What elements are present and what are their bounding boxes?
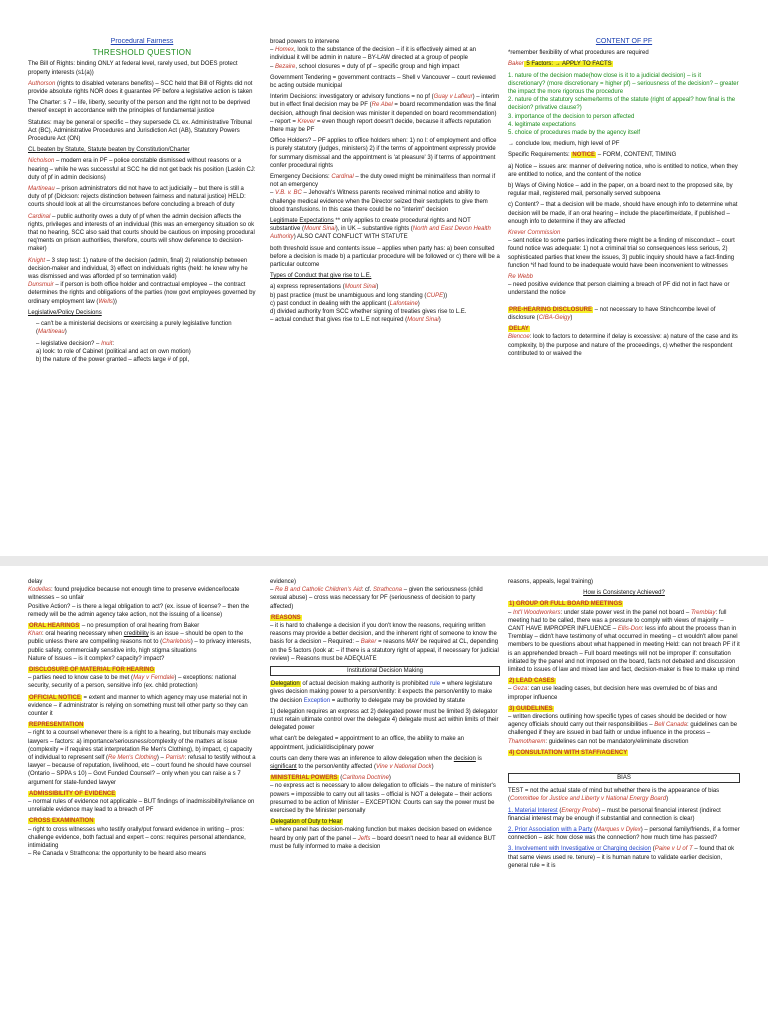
paragraph: 3. Involvement with Investigative or Charging decision (Paine v U of T – found that ok that same views used re. tenure) – it is human nature to validate earlier decision, general rule = it is	[508, 846, 735, 869]
paragraph: Emergency Decisions: Cardinal – the duty owed might be minimal/less than normal if not an emergency – V.B. v. BC – Jehovah's Witness parents received minimal notice and ability to challenge medical evidence when the Director seized their sextuplets to give them blood transfusions. In this case there could be no "interim" decision	[270, 174, 496, 213]
paragraph: Krever Commission – sent notice to some parties indicating there might be a finding of misconduct – court found notice was adequate: 1) not a criminal trial so consequences less serious, 2) sophisticated parties that knew the issues, 3) public inquiry should have a fact-finding function *if had found to be inadequate would have been inconvenient to witnesses	[508, 230, 735, 269]
paragraph: what can't be delegated = appointment to an office, the ability to make an appointment, judicial/disciplinary power	[270, 736, 464, 751]
bottom-column-3	[508, 578, 740, 1024]
paragraph: a) Notice – issues are: manner of delivering notice, who is entitled to notice, when they are entitled to notice, and the content of the notice	[508, 163, 738, 178]
paragraph: Delegation of actual decision making authority is prohibited rule = where legislature gives decision making power to a person/entity: it expects the person/entity to make the decision Exception = authority to delegate may be provided by statute	[270, 681, 493, 704]
list-item: a) express representations (Mount Sinai) b) past practice (must be unambiguous and long standing (CUPE)) c) past conduct in dealing with the applicant (Lafontaine) d) divided authority from SCC whether signing of treaties gives rise to L.E. – actual conduct that gives rise to L.E not required (Mount Sinai)	[270, 284, 467, 324]
paragraph: Nicholson – modern era in PF – police constable dismissed without reasons or a hearing – while he was successful at SCC he did not get back his position (Laskin CJ: duty of pf in admin decisions)	[28, 158, 256, 181]
factor-list: 1. nature of the decision made(how close is it to a judicial decision) – is it discretionary? (more discretionary = higher pf) – seriousness of the decision? – greater the impact the more rigorous the procedure 2. nature of the statutory scheme/terms of the statute (right of appeal? how final is the decision? privative clause?) 3. importance of the decision to person affected 4. legitimate expectations 5. choice of procedures made by the agency itself	[508, 72, 739, 137]
paragraph: Statutes: may be general or specific – they supersede CL ex. Administrative Tribunal Act (BC), Administrative Procedures and Jurisdiction Act (AB), Statutory Powers Procedure Act (ON)	[28, 119, 252, 143]
paragraph: Delegation of Duty to Hear – where panel has decision-making function but makes decision based on evidence heard by only part of the panel – Jeffs – board doesn't need to hear all evidence BUT must be fully informed to make a decision	[270, 819, 496, 850]
paragraph: 3) GUIDELINES – written directions outlining how specific types of cases should be decided or how agency officials should carry out their responsibilities – Bell Canada: guidelines can be challenged if they are issued in bad faith or undue influence in the process – Thamotharem: guidelines can not be mandatory/eliminate discretion	[508, 705, 738, 745]
paragraph: 4) CONSULTATION WITH STAFF/AGENCY	[509, 749, 628, 756]
paragraph: OFFICIAL NOTICE = extent and manner to which agency may use material not in evidence – if administrator is relying on something must tell other party so they can counter it	[28, 694, 248, 718]
paragraph: REPRESENTATION – right to a counsel whenever there is a right to a hearing, but tribunals may exclude lawyers – factors: a) importance/seriousness/complexity of the matters at issue (complexity = if requires stat interpretation Re Men's Clothing), b) impact, c) capacity of individual to represent self (Re Men's Clothing) – Parrish: refusal to testify without a lawyer – because of reputation, livelihood, etc – court found he should have counsel (Ontario – SPPA s 10) – Govt Funded Counsel? – only when you can raise a s 7 argument for state-funded lawyer	[28, 722, 256, 786]
top-column-2	[270, 38, 500, 538]
paragraph: 2. Prior Association with a Party (Marques v Dylex) – personal family/friends, if a former connection – ask: how close was the connection? how much time has passed?	[508, 827, 740, 842]
page-title: Procedural Fairness	[110, 38, 174, 45]
paragraph: TEST = not the actual state of mind but whether there is the appearance of bias (Committee for Justice and Liberty v National Energy Board)	[508, 788, 720, 803]
section-title-box: Institutional Decision Making	[270, 666, 500, 676]
paragraph: DISCLOSURE OF MATERIAL FOR HEARING – parties need to know case to be met (May v Ferndale) – exceptions: national security, security of a person, sensitive info (ex. child protection)	[28, 667, 237, 690]
list-item: – can't be a ministerial decisions or exercising a purely legislative function (Martineau)	[36, 321, 232, 336]
bottom-column-1	[28, 578, 256, 1024]
paragraph: Office Holders? – PF applies to office holders when: 1) no l: of employment and office is purely statutory (judges, ministers) 2) if the terms of appointment expressly provide for summary dismissal and the appointment is 'at pleasure' 3) if terms of appointment confer procedural rights	[270, 138, 497, 169]
section-title: CONTENT OF PF	[595, 38, 653, 45]
paragraph: b) Ways of Giving Notice – add in the paper, on a board next to the proposed site, by regular mail, registered mail, personally served subpoena	[508, 183, 733, 198]
bottom-column-2	[270, 578, 500, 1024]
paragraph: 1) delegation requires an express act 2) delegated power must be limited 3) delegator must retain ultimate control over the delegate 4) delegate must act within limits of their delegated power	[270, 708, 499, 732]
paragraph: Cardinal – public authority owes a duty of pf when the admin decision affects the rights, privileges and interests of an individual (this was an emergency situation so ok that no hearing, SCC also said that courts should be cautious on imposing procedural req'ments on prison authorities, therefore, courts will show deference to decision-maker)	[28, 213, 255, 253]
paragraph: MINISTERIAL POWERS (Carltona Doctrine) – no express act is necessary to allow delegation to officials – the nature of minister's powers = impossible to carry out all tasks – official is NOT a delegate – their actions presumed to be action of Minister – EXCEPTION: Courts can say the power must be exercised by the Minister personally	[270, 775, 496, 815]
paragraph: Legitimate Expectations ** only applies to create procedural rights and NOT substantive (Mount Sinai), in UK – substantive rights (North and East Devon Health Authority) ALSO CANT CONFLICT WITH STATUTE	[270, 218, 491, 241]
paragraph: CL beaten by Statute, Statute beaten by Constitution/Charter	[28, 147, 190, 154]
paragraph: broad powers to intervene – Homex, look to the substance of the decision – if it is effectively aimed at an individual it will be admin in nature – BY-LAW directed at a group of people – Bezaire, school closures = duty of pf – specific group and high impact	[270, 39, 477, 70]
paragraph: Re Webb – need positive evidence that person claiming a breach of PF did not in fact have or understand the notice	[508, 274, 730, 297]
section-heading: How is Consistency Achieved?	[583, 590, 665, 597]
paragraph: Interim Decisions: investigatory or advisory functions = no pf (Guay v Lafleur) – interim but in effect final decision may be PF (Re Abel = board recommendation was the final decision, although final decision was minister it depended on board recommendation) – report = Krever = even though report doesn't decide, because it affects reputation there may be PF	[270, 94, 500, 134]
paragraph: The Charter: s 7 – life, liberty, security of the person and the right not to be deprived thereof except in accordance with the principles of fundamental justice	[28, 100, 251, 115]
threshold-heading: THRESHOLD QUESTION	[92, 48, 192, 58]
paragraph: PRE-HEARING DISCLOSURE – not necessary to have Stinchcombe level of disclosure (CIBA-Geigy)	[508, 306, 716, 321]
paragraph: 2) LEAD CASES – Geza: can use leading cases, but decision here was overruled bc of bias and improper influence	[508, 678, 718, 701]
paragraph: evidence) – Re B and Catholic Children's Aid: cf. Strathcona – given the seriousness (child sexual abuse) – cross was necessary for PF (seriousness of decision to party affected)	[270, 579, 483, 610]
paragraph: CROSS EXAMINATION – right to cross witnesses who testify orally/put forward evidence in writing – pros: challenge evidence, both factual and expert – cons: requires personal attendance, intimidating – Re Canada v Strathcona: the opportunity to be heard also means	[28, 818, 246, 858]
section-heading: Types of Conduct that give rise to L.E.	[270, 273, 372, 280]
paragraph: c) Content? – that a decision will be made, should have enough info to determine what decision will be made, if an oral hearing – include the place/time/date, if published – enough info to determine if they are affected	[508, 202, 738, 225]
top-column-3	[508, 38, 740, 538]
paragraph: Authorson (rights to disabled veterans benefits) – SCC held that Bill of Rights did not provide absolute rights NOR does it guarantee PF before a legislative action is taken	[28, 80, 253, 96]
paragraph: The Bill of Rights: binding ONLY at federal level, rarely used, but DOES protect property interests (s1(a))	[28, 61, 238, 76]
paragraph: REASONS – it is hard to challenge a decision if you don't know the reasons, requiring written reasons may provide a better decision, and the inherent right of someone to know the basis for a decision – Required: – Baker = reasons MAY be required at CL, depending on the 5 factors (look at: – if there is a statutory right of appeal, if necessary for judicial review) – Reasons must be ADEQUATE	[270, 614, 499, 662]
paragraph: 1. Material Interest (Energy Probe) – must be personal financial interest (indirect financial interest may be enough if substantial and connection is clear)	[508, 807, 721, 822]
page-divider	[0, 556, 768, 566]
section-title-box: BIAS	[508, 773, 740, 783]
paragraph: Knight – 3 step test: 1) nature of the decision (admin, final) 2) relationship between decision-maker and individual, 3) effect on individuals rights (held: he knew why he was dismissed and was afforded pf so termination valid) Dunsmuir – if person is both office holder and contractual employee – the contract determines the rights and obligations of the parties (now govt employees governed by ordinary employment law (Wells))	[28, 257, 256, 305]
paragraph: delay Kodellas: found prejudice because not enough time to preserve evidence/locate witnesses – so unfair Positive Action? – is there a legal obligation to act? (ex. issue of license? – then the remedy will be the admin agency take action, not the issuing of a license)	[28, 579, 250, 618]
section-heading: Legislative/Policy Decisions	[28, 309, 102, 316]
paragraph: courts can deny there was an inference to allow delegation when the decision is significant to the person/entity affected (Vine v National Dock)	[270, 755, 482, 771]
paragraph: DELAY Blencoe: look to factors to determine if delay is excessive: a) nature of the case and its complexity, b) the purpose and nature of the proceedings, c) whether the respondent contributed to or waived the	[508, 326, 738, 357]
paragraph: Specific Requirements: NOTICE – FORM, CONTENT, TIMING	[508, 152, 677, 159]
paragraph: Martineau – prison administrators did not have to act judicially – but there is still a duty of pf (Dickson: rejects distinction between fairness and natural justice) HELD: courts should look at all the circumstances before concluding a breach of duty	[28, 186, 246, 209]
top-column-1	[28, 38, 256, 538]
paragraph: both threshold issue and contents issue – applies when party has: a) been consulted before a decision is made b) a particular procedure will be followed or c) there will be a particular outcome	[270, 245, 500, 269]
paragraph: 1) GROUP OR FULL BOARD MEETINGS – Int'l Woodworkers: under state power vest in the panel not board – Tremblay: full meeting had to be called, there was a pressure to comply with views of majority – CANT HAVE IMPROPER INFLUENCE – Ellis-Don: less info about the process than in Tremblay – didn't have testimony of what occurred in meeting – ct wouldn't allow panel members to be questions about what happened in meeting Held: can not breach PF if it is an apprehended breach – Full board meetings will not be improper if: consultation initiated by the panel and not imposed on the board, facts not debated and discussion limited to issues of law and mixed law and fact, decision-maker is free to make up mind	[508, 601, 740, 674]
paragraph: reasons, appeals, legal training)	[508, 579, 594, 585]
paragraph: *remember flexibility of what procedures are required	[508, 50, 649, 57]
list-item: – legislative decision? – Inuit: a) look: to role of Cabinet (political and act on own motion) b) the nature of the power granted – affects large # of ppl,	[36, 340, 191, 363]
paragraph: ORAL HEARINGS – no presumption of oral hearing from Baker Khan: oral hearing necessary when credibility is an issue – should be open to the public unless there are compelling reasons not to (Charlebois) – to privacy interests, public safety, commercially sensitive info, high stigma situations Nature of Issues – is it complex? capacity? impact?	[28, 623, 252, 662]
paragraph: ADMISSIBILITY OF EVIDENCE – normal rules of evidence not applicable – BUT findings of inadmissibility/reliance on unreliable evidence may lead to a breach of PF	[28, 790, 255, 814]
paragraph: Baker 5 Factors: → APPLY TO FACTS	[508, 61, 612, 68]
paragraph: Government Tendering = government contracts – Shell v Vancouver – court reviewed bc acting outside municipal	[270, 74, 496, 90]
paragraph: → conclude low, medium, high level of PF	[508, 141, 620, 148]
